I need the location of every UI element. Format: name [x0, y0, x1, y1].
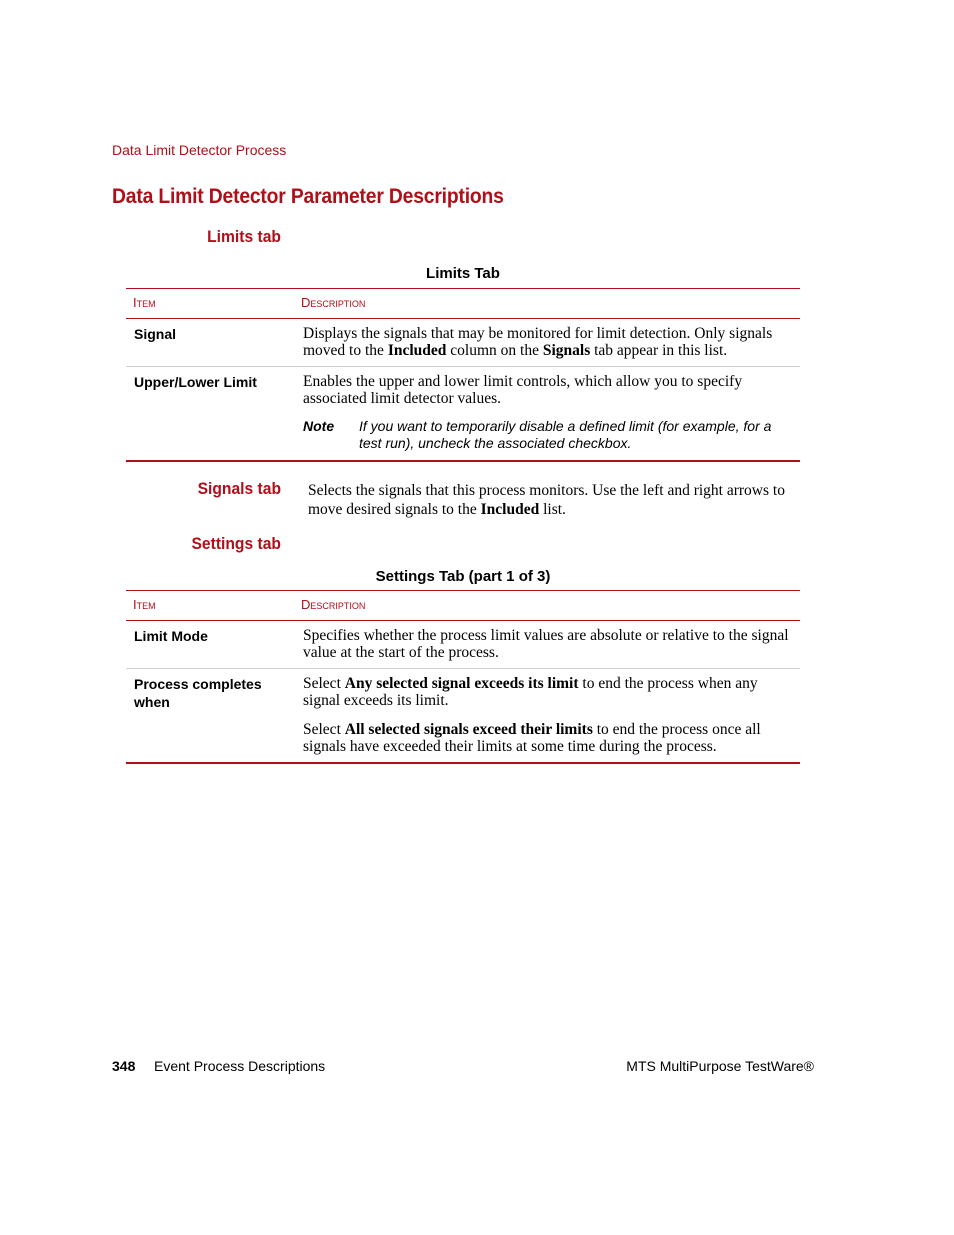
description-cell — [294, 319, 800, 367]
limits-table — [126, 288, 800, 462]
signals-text: list. — [539, 501, 566, 518]
signals-bold: Included — [480, 501, 540, 518]
description-text: tab appear in this list. — [590, 342, 728, 359]
table-row — [126, 621, 800, 669]
column-header-item: Item — [126, 289, 294, 319]
item-cell: Upper/Lower Limit — [126, 367, 294, 462]
column-header-description: Description — [294, 591, 800, 621]
item-cell: Limit Mode — [126, 621, 294, 669]
description-cell: Specifies whether the process limit values are absolute or relative to the signal value at the start of the process. — [294, 621, 800, 669]
table-row — [126, 669, 800, 764]
column-header-item: Item — [126, 591, 294, 621]
footer-section: Event Process Descriptions — [154, 1058, 326, 1074]
description-text: column on the — [446, 342, 543, 359]
description-bold: All selected signals exceed their limits — [344, 721, 593, 738]
settings-tab-heading: Settings tab — [191, 534, 281, 553]
description-bold: Included — [387, 342, 447, 359]
description-cell — [294, 367, 800, 462]
note-label: Note — [303, 418, 335, 434]
settings-table — [126, 590, 800, 764]
column-header-description: Description — [294, 289, 800, 319]
description-text: to end the process once all signals have exceeded their limits at some time during the process. — [303, 721, 761, 755]
limits-table-caption: Limits Tab — [426, 265, 500, 282]
table-row — [126, 319, 800, 367]
description-text: Select — [303, 721, 345, 738]
page-number: 348 — [112, 1058, 136, 1074]
settings-table-caption: Settings Tab (part 1 of 3) — [375, 568, 551, 585]
description-text: Select — [303, 675, 345, 692]
note-text: If you want to temporarily disable a defined limit (for example, for a test run), uncheck the associated checkbox. — [359, 418, 772, 451]
description-cell — [294, 669, 800, 764]
description-paragraph — [303, 721, 790, 755]
item-cell: Process completes when — [126, 669, 294, 764]
item-cell: Signal — [126, 319, 294, 367]
running-head: Data Limit Detector Process — [112, 142, 287, 158]
table-row — [126, 367, 800, 462]
description-text: Enables the upper and lower limit controls, which allow you to specify associated limit detector values. — [303, 373, 743, 407]
limits-tab-heading: Limits tab — [207, 227, 281, 246]
signals-tab-heading: Signals tab — [197, 479, 281, 498]
signals-tab-text — [308, 481, 798, 519]
note — [303, 418, 790, 452]
footer-product: MTS MultiPurpose TestWare® — [626, 1058, 814, 1074]
description-text: to end the process when any signal exceeds its limit. — [303, 675, 758, 709]
description-bold: Any selected signal exceeds its limit — [344, 675, 579, 692]
description-text: Displays the signals that may be monitored for limit detection. Only signals moved to the — [303, 325, 773, 359]
description-paragraph — [303, 675, 790, 709]
page-title: Data Limit Detector Parameter Descriptions — [112, 185, 504, 208]
signals-text: Selects the signals that this process monitors. Use the left and right arrows to move desired signals to the — [308, 482, 785, 518]
description-bold: Signals — [542, 342, 591, 359]
